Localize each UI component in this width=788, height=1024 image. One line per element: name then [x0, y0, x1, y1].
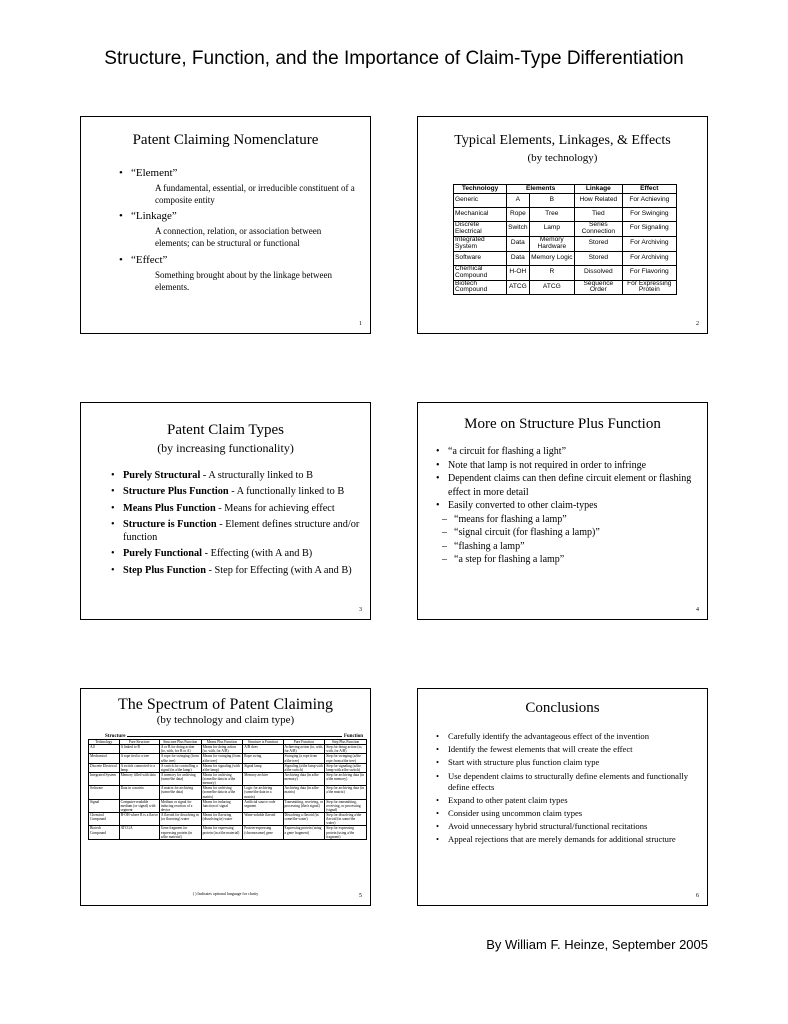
list-item	[119, 254, 370, 293]
table-cell: Signaling (a/the lamp with a/the switch)	[284, 763, 323, 772]
table-row	[454, 236, 677, 251]
table-cell: Achieving action (to, with, for A/B)	[284, 745, 324, 754]
table-cell: Step for transmitting, receiving, or processing (signal)	[325, 799, 367, 812]
slide-5-title: The Spectrum of Patent Claiming	[117, 696, 334, 713]
list-item: • Identify the fewest elements that will create the effect	[436, 744, 697, 755]
table-cell: Signal	[89, 799, 120, 812]
table-cell: Stored	[575, 251, 623, 265]
table-cell: Means for archiving (some/the data in a/the memory)	[201, 772, 243, 785]
table-row	[89, 745, 367, 754]
table-cell: Lamp	[529, 222, 575, 237]
table-cell: ATCG	[507, 280, 529, 295]
table-cell: A	[507, 194, 529, 208]
slide-number: 4	[696, 607, 699, 613]
table-cell: Gene fragment for expressing protein (in a/the material)	[159, 826, 201, 839]
table-cell: R	[529, 265, 575, 280]
table-cell: Discrete Electrical	[89, 763, 120, 772]
table-cell: Biotech Compound	[454, 280, 507, 295]
table-cell: Step for dissolving a/the flavoid (in some/the water)	[325, 813, 367, 826]
table-cell: Step for archiving data (in a/the memory)	[325, 772, 367, 785]
document-footer: By William F. Heinze, September 2005	[486, 937, 708, 952]
claim-type: Structure is Function	[123, 519, 217, 531]
list-subitem: – “signal circuit (for flashing a lamp)”	[442, 526, 707, 540]
table-cell: For Flavoring	[622, 265, 676, 280]
table-cell: Step for signaling (a/the lamp with a/the switch)	[325, 763, 367, 772]
list-item: • Consider using uncommon claim types	[436, 808, 697, 819]
claim-type: Purely Functional	[123, 548, 203, 560]
table-cell: A memory for archiving (some/the data)	[159, 772, 201, 785]
list-item	[111, 470, 364, 483]
slide-6	[417, 688, 708, 906]
slide-3-subtitle: (by increasing functionality)	[157, 441, 294, 455]
table-cell: H-OH	[507, 265, 529, 280]
table-cell: Mechanical	[454, 208, 507, 222]
table-row	[454, 251, 677, 265]
table-cell: Transmitting, receiving, or processing (the/a signal)	[283, 799, 325, 812]
table-cell: Step for doing action (to, with, for A/B)	[325, 745, 367, 754]
table-cell: H-OH where R is a flavor	[119, 813, 159, 826]
claim-description: - Step for Effecting (with A and B)	[205, 564, 352, 576]
table-header: Pure Structure	[119, 740, 159, 745]
table-row	[89, 799, 367, 812]
list-item: • Use dependent claims to structurally define elements and functionally define effects	[436, 771, 697, 793]
table-cell: Integrated System	[89, 772, 120, 785]
table-cell: Archiving data (in a/the memory)	[283, 772, 325, 785]
list-item	[119, 167, 370, 206]
list-item	[111, 503, 364, 516]
table-row	[89, 754, 367, 763]
list-item: • “a circuit for flashing a light”	[436, 445, 701, 459]
axis-arrow-line	[127, 736, 341, 737]
slide-2-title: Typical Elements, Linkages, & Effects	[454, 133, 671, 148]
table-header: Structure is Function	[243, 740, 283, 745]
slide-number: 5	[359, 893, 362, 899]
definition: A connection, relation, or association between elements; can be structural or functional	[155, 226, 322, 249]
table-cell: Means for archiving (some/the data in a/the matrix)	[201, 786, 243, 799]
list-item	[111, 486, 364, 499]
table-cell: Data	[507, 236, 529, 251]
table-cell: Discrete Electrical	[454, 222, 507, 237]
table-cell: Software	[89, 786, 120, 799]
table-row	[454, 194, 677, 208]
list-item: • Appeal rejections that are merely demands for additional structure	[436, 834, 697, 845]
table-cell: Tied	[575, 208, 623, 222]
table-cell: Dissolving a flavoid (in some/the water)	[283, 813, 325, 826]
slide-4	[417, 402, 708, 620]
list-item	[111, 548, 364, 561]
table-header: Technology	[454, 185, 507, 194]
table-cell: Series Connection	[575, 222, 623, 237]
table-cell: Mechanical	[89, 754, 120, 763]
table-cell: Data in a matrix	[119, 786, 159, 799]
table-cell: Chemical Compound	[454, 265, 507, 280]
table-cell: Tree	[529, 208, 575, 222]
slide-4-title: More on Structure Plus Function	[464, 416, 661, 432]
table-cell: Protein-expressing (chromosome) gene	[243, 826, 283, 839]
table-cell: For Swinging	[622, 208, 676, 222]
slide-5	[80, 688, 371, 906]
table-cell: Signal lamp	[243, 763, 283, 772]
table-cell: Swinging (a rope from a/the tree)	[283, 754, 325, 763]
claim-type: Means Plus Function	[123, 502, 216, 514]
table-cell: Data	[507, 251, 529, 265]
table-cell: B	[529, 194, 575, 208]
table-row	[89, 772, 367, 785]
table-cell: Memory archive	[243, 772, 283, 785]
list-item: • Note that lamp is not required in order to infringe	[436, 459, 701, 473]
table-cell: Memory Logic	[529, 251, 575, 265]
table-cell: Artificial source code segment	[243, 799, 283, 812]
slide-1	[80, 116, 371, 334]
table-cell: Medium or signal for inducing reaction of a device	[159, 799, 201, 812]
table-cell: Generic	[454, 194, 507, 208]
table-cell: Step for swinging (a/the rope from a/the tree)	[325, 754, 367, 763]
table-cell: For Expressing Protein	[622, 280, 676, 295]
list-subitem: – “a step for flashing a lamp”	[442, 553, 707, 567]
term: “Element”	[131, 167, 178, 179]
slide-6-title: Conclusions	[525, 700, 600, 716]
table-cell: A matrix for archiving (some/the data)	[159, 786, 201, 799]
claim-description: - A structurally linked to B	[200, 470, 313, 481]
slide-number: 2	[696, 321, 699, 327]
table-cell: Computer-readable medium (or signal) with segment	[119, 799, 159, 812]
table-header: Step Plus Function	[325, 740, 367, 745]
slide-5-subtitle: (by technology and claim type)	[156, 714, 295, 727]
slide-3-title: Patent Claim Types	[167, 422, 284, 438]
axis-label-structure: Structure	[105, 734, 126, 739]
slide-4-sublist	[436, 513, 707, 567]
slide-2-subtitle: (by technology)	[527, 151, 598, 164]
list-item: • Dependent claims can then define circuit element or flashing effect in more detail	[436, 472, 701, 499]
slide-number: 1	[359, 321, 362, 327]
list-item: • Expand to other patent claim types	[436, 795, 697, 806]
table-header: Pure Function	[283, 740, 325, 745]
table-cell: Means for doing action (to, with, for A/B)	[201, 745, 243, 754]
table-cell: A rope tied to a tree	[119, 754, 159, 763]
table-row	[89, 786, 367, 799]
table-cell: Dissolved	[575, 265, 623, 280]
table-cell: Integrated System	[454, 236, 507, 251]
table-cell: Archiving data (in a/the matrix)	[283, 786, 325, 799]
list-item	[111, 519, 364, 545]
slide-1-list	[119, 167, 370, 293]
table-header: Structure Plus Function	[159, 740, 201, 745]
slide-3	[80, 402, 371, 620]
table-cell: Switch	[507, 222, 529, 237]
list-subitem: – “flashing a lamp”	[442, 540, 707, 554]
slide-3-list	[111, 470, 364, 578]
table-cell: Step for expressing protein (using a/the fragment)	[325, 826, 367, 839]
table-cell: Means for expressing protein (in a/the material)	[201, 826, 243, 839]
list-item: • Easily converted to other claim-types	[436, 499, 701, 513]
table-row	[454, 208, 677, 222]
table-cell: For Achieving	[622, 194, 676, 208]
claim-description: - Element defines structure and/or function	[123, 519, 360, 543]
table-row	[89, 826, 367, 839]
table-cell: Means for swinging (from a/the tree)	[201, 754, 243, 763]
table-header: Means Plus Function	[201, 740, 243, 745]
slide-2	[417, 116, 708, 334]
table-cell: Memory Hardware	[529, 236, 575, 251]
table-cell: For Signaling	[622, 222, 676, 237]
table-header: Elements	[507, 185, 575, 194]
slide-1-title: Patent Claiming Nomenclature	[132, 132, 319, 148]
table-cell: A rope for swinging (from a/the tree)	[159, 754, 201, 763]
definition: A fundamental, essential, or irreducible constituent of a composite entity	[155, 183, 355, 206]
table-cell: Rope	[507, 208, 529, 222]
slide-4-list	[436, 445, 701, 513]
table-cell: Chemical Compound	[89, 813, 120, 826]
table-cell: A or B for doing action (to, with, for B or A)	[159, 745, 201, 754]
table-cell: Rope swing	[243, 754, 283, 763]
claim-description: - Effecting (with A and B)	[202, 548, 313, 560]
table-cell: Biotech Compound	[89, 826, 120, 839]
term: “Effect”	[131, 253, 168, 266]
slide-6-list	[436, 731, 697, 846]
table-row	[89, 813, 367, 826]
claim-type: Purely Structural	[123, 470, 201, 481]
table-cell: A/B does	[243, 745, 283, 754]
slide-number: 6	[696, 893, 699, 899]
slide-number: 3	[359, 607, 362, 613]
list-item: • Avoid unnecessary hybrid structural/functional recitations	[436, 821, 697, 832]
list-item: • Carefully identify the advantageous effect of the invention	[436, 731, 697, 742]
table-cell: ATCGA	[119, 826, 159, 839]
table-cell: ATCG	[529, 280, 575, 295]
axis-label-function: Function	[343, 734, 363, 739]
table-cell: A flavoid for dissolving in (or flavoring) water	[159, 813, 201, 826]
table-row	[454, 265, 677, 280]
claim-description: - A functionally linked to B	[228, 486, 345, 498]
table-cell: Software	[454, 251, 507, 265]
table-cell: For Archiving	[622, 236, 676, 251]
table-header: Technology	[89, 740, 120, 745]
claim-description: - Means for achieving effect	[215, 502, 335, 514]
table-cell: Stored	[575, 236, 623, 251]
table-cell: Step for archiving data (in a/the matrix)	[325, 786, 367, 799]
spectrum-table	[88, 739, 367, 840]
list-subitem: – “means for flashing a lamp”	[442, 513, 707, 527]
table-cell: Logic for archiving (some/the data in a matrix)	[243, 786, 283, 799]
document-title: Structure, Function, and the Importance of Claim-Type Differentiation	[104, 48, 684, 69]
definition: Something brought about by the linkage between elements.	[155, 269, 332, 292]
table-cell: A linked to B	[119, 745, 159, 754]
table-cell: A switch connected to a lamp	[119, 763, 159, 772]
table-header: Linkage	[575, 185, 623, 194]
term: “Linkage”	[131, 210, 177, 223]
footnote: ( ) Indicates optional language for clarity	[192, 891, 259, 896]
list-item	[111, 565, 364, 578]
table-cell: A switch for controlling a signal (in a/the lamp)	[159, 763, 201, 772]
table-cell: Means for flavoring (dissolving in) water	[201, 813, 243, 826]
table-cell: Expressing protein (using a gene fragment)	[283, 826, 325, 839]
table-cell: Means for inducing function of signal	[201, 799, 243, 812]
table-cell: Water-soluble flavoid	[243, 813, 283, 826]
list-item: • Start with structure plus function claim type	[436, 757, 697, 768]
table-row	[454, 222, 677, 237]
table-cell: Means for signaling (with a/the lamp)	[201, 763, 243, 772]
claim-type: Structure Plus Function	[123, 486, 229, 498]
table-cell: All	[89, 745, 120, 754]
table-cell: For Archiving	[622, 251, 676, 265]
table-row	[89, 763, 367, 772]
table-header: Effect	[622, 185, 676, 194]
table-cell: Sequence Order	[575, 280, 623, 295]
table-cell: Memory filled with data	[119, 772, 159, 785]
table-cell: How Related	[575, 194, 623, 208]
table-row	[454, 280, 677, 295]
elements-table	[453, 184, 677, 295]
claim-type: Step Plus Function	[123, 564, 206, 576]
list-item	[119, 210, 370, 249]
